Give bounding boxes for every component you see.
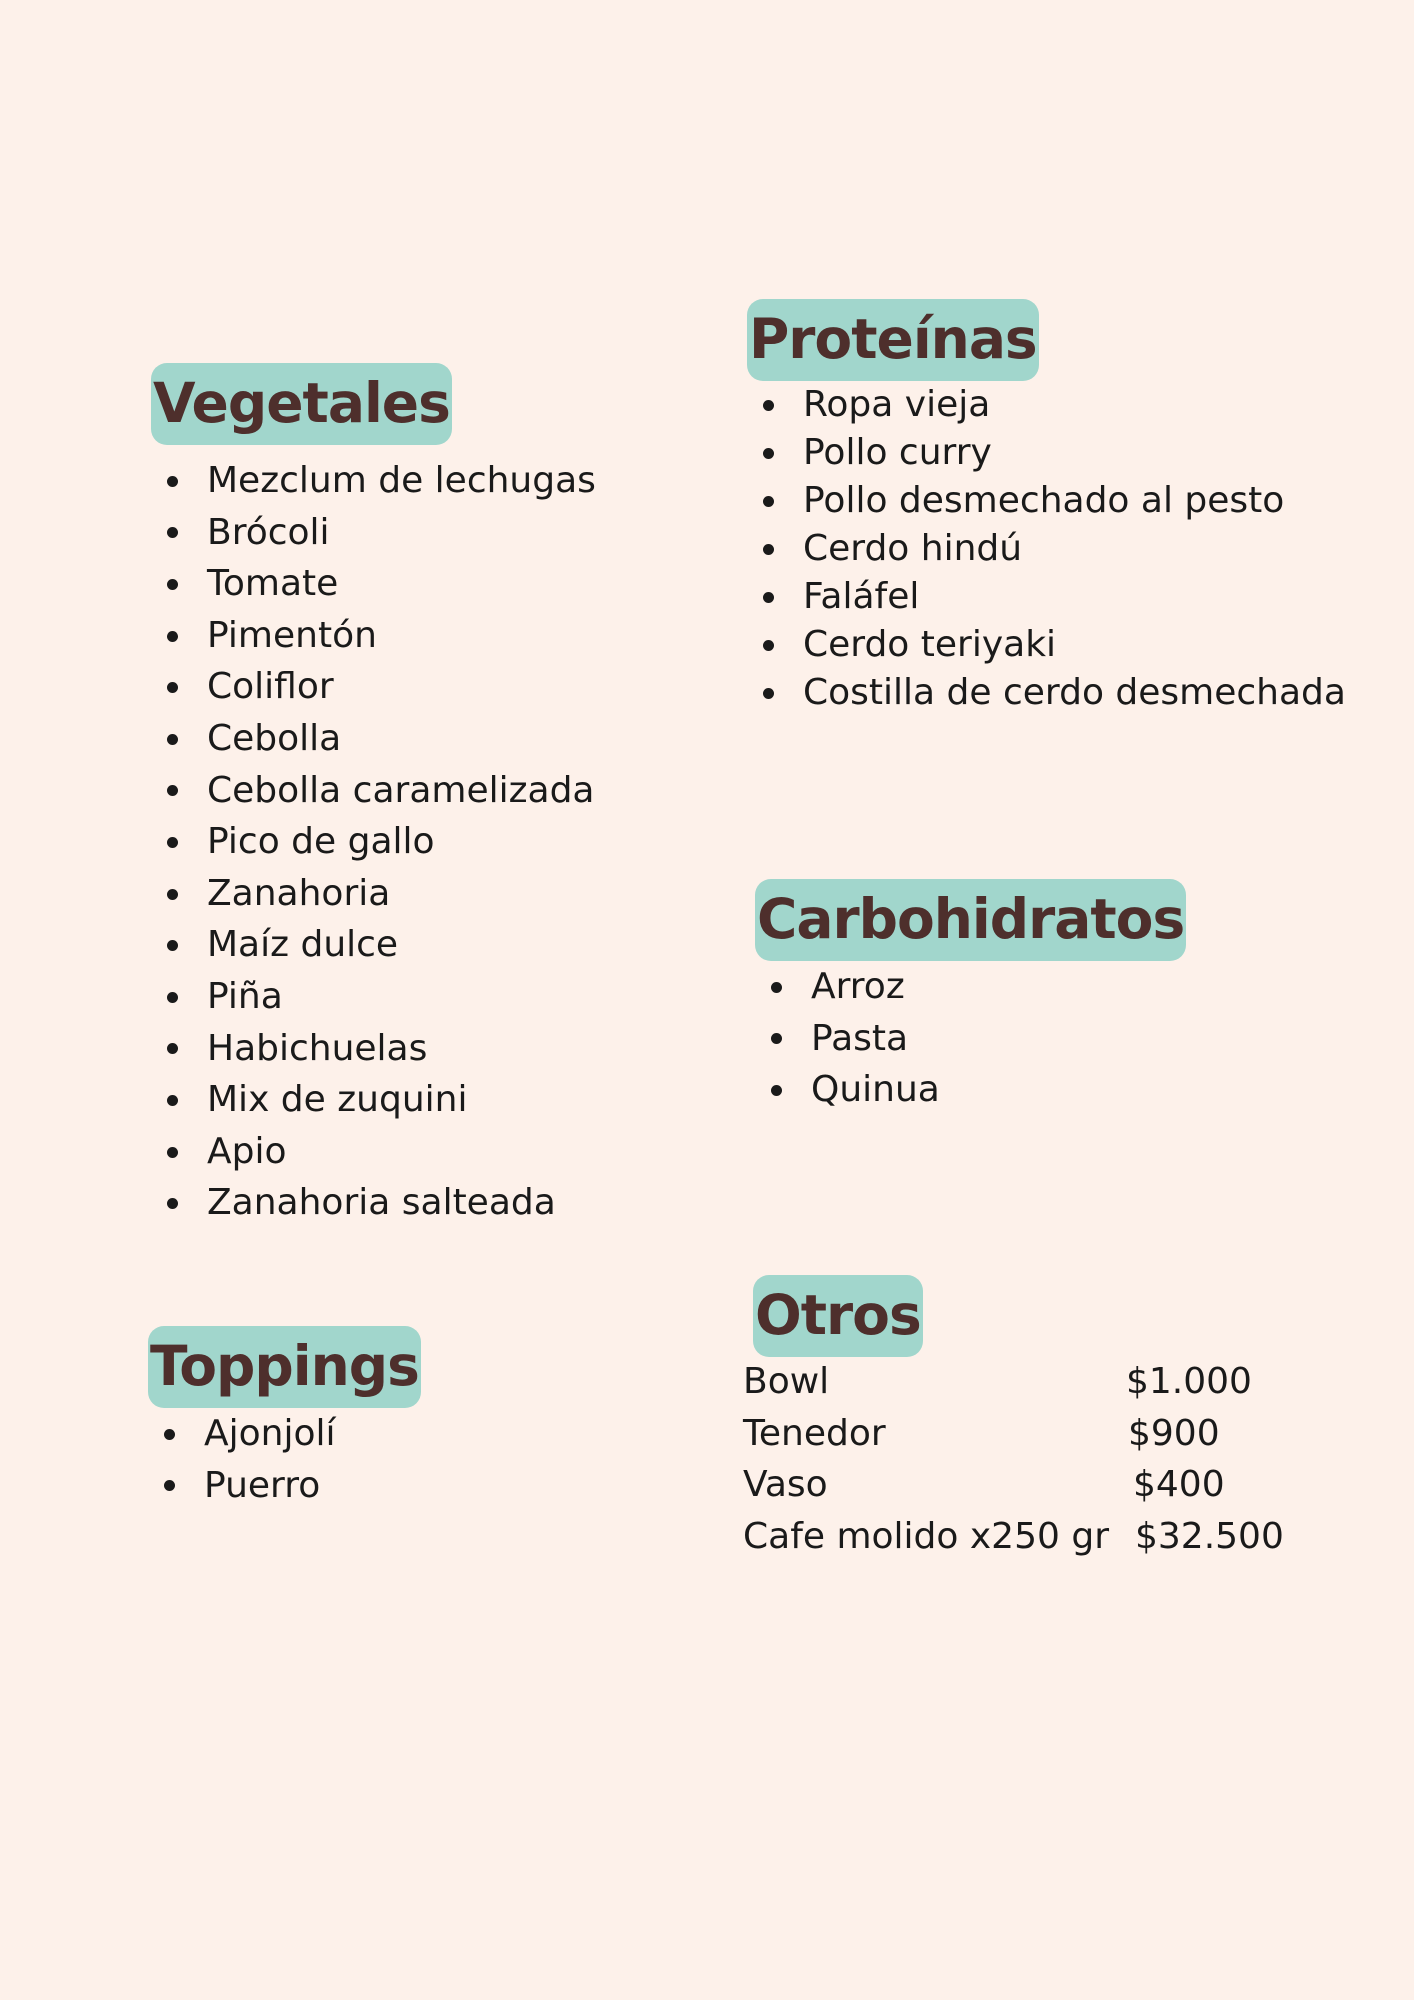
list-item: Coliflor — [151, 661, 596, 713]
carbohidratos-list — [755, 961, 1186, 1116]
list-item: Cerdo teriyaki — [747, 621, 1346, 669]
item-name: Vaso — [743, 1464, 828, 1506]
list-item: Pasta — [755, 1013, 1186, 1065]
vegetales-section — [151, 363, 596, 1229]
item-name: Cafe molido x250 gr — [743, 1515, 1109, 1557]
list-item: Faláfel — [747, 573, 1346, 621]
list-item: Pico de gallo — [151, 816, 596, 868]
otros-section — [743, 1275, 1284, 1562]
toppings-section — [148, 1326, 421, 1511]
proteinas-list — [747, 381, 1346, 717]
list-item: Pollo curry — [747, 429, 1346, 477]
list-item: Ajonjolí — [148, 1408, 421, 1460]
item-name: Tenedor — [743, 1412, 886, 1454]
list-item: Habichuelas — [151, 1023, 596, 1075]
list-item: Quinua — [755, 1064, 1186, 1116]
list-item: Zanahoria salteada — [151, 1177, 596, 1229]
list-item: Mezclum de lechugas — [151, 455, 596, 507]
list-item: Brócoli — [151, 507, 596, 559]
vegetales-heading: Vegetales — [151, 363, 452, 445]
list-item: Pollo desmechado al pesto — [747, 477, 1346, 525]
item-price: $400 — [1133, 1464, 1225, 1506]
list-item: Cebolla — [151, 713, 596, 765]
table-row — [743, 1511, 1284, 1563]
item-price: $1.000 — [1126, 1361, 1252, 1403]
carbohidratos-section — [755, 879, 1186, 1116]
list-item: Ropa vieja — [747, 381, 1346, 429]
proteinas-heading: Proteínas — [747, 299, 1039, 381]
otros-heading: Otros — [753, 1275, 923, 1357]
list-item: Piña — [151, 971, 596, 1023]
toppings-heading: Toppings — [148, 1326, 421, 1408]
item-name: Bowl — [743, 1361, 830, 1403]
list-item: Puerro — [148, 1460, 421, 1512]
list-item: Pimentón — [151, 610, 596, 662]
list-item: Mix de zuquini — [151, 1074, 596, 1126]
list-item: Tomate — [151, 558, 596, 610]
table-row — [743, 1356, 1284, 1408]
item-price: $900 — [1128, 1412, 1220, 1454]
list-item: Cebolla caramelizada — [151, 765, 596, 817]
carbohidratos-heading: Carbohidratos — [755, 879, 1186, 961]
table-row — [743, 1408, 1284, 1460]
list-item: Cerdo hindú — [747, 525, 1346, 573]
list-item: Maíz dulce — [151, 919, 596, 971]
item-price: $32.500 — [1135, 1515, 1284, 1557]
proteinas-section — [747, 299, 1346, 717]
list-item: Costilla de cerdo desmechada — [747, 669, 1346, 717]
vegetales-list — [151, 455, 596, 1229]
toppings-list — [148, 1408, 421, 1511]
table-row — [743, 1459, 1284, 1511]
otros-price-table — [743, 1356, 1284, 1562]
list-item: Apio — [151, 1126, 596, 1178]
list-item: Zanahoria — [151, 868, 596, 920]
list-item: Arroz — [755, 961, 1186, 1013]
